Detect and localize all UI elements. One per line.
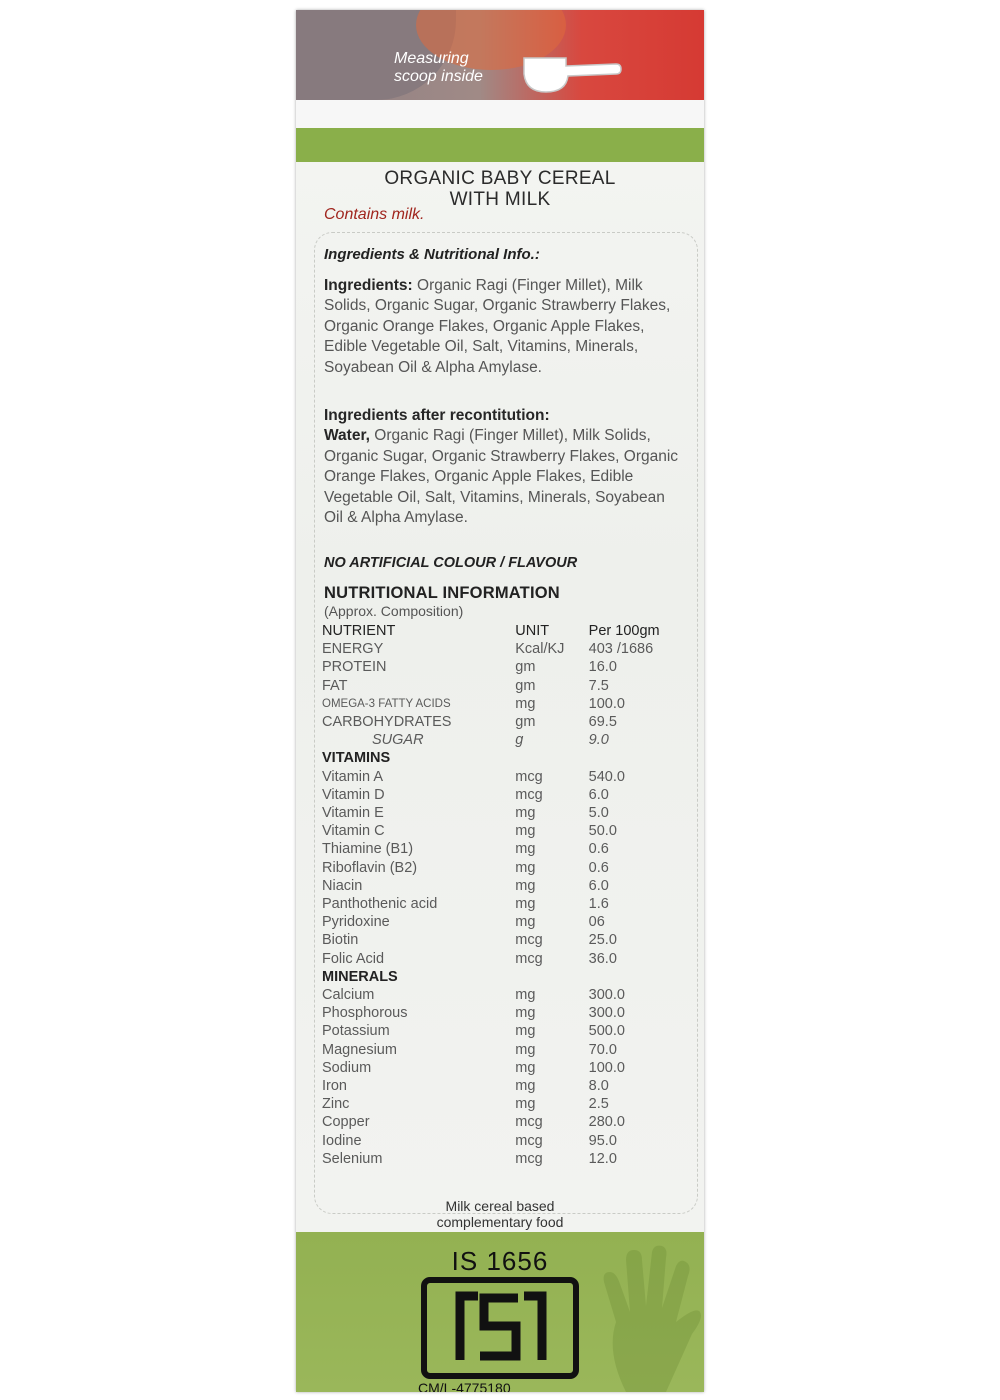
- nutrient-unit: mg: [515, 914, 536, 931]
- nutrition-row: [322, 677, 704, 695]
- nutrient-value: 36.0: [588, 950, 617, 967]
- nutrition-row: [322, 658, 704, 676]
- nutrient-value: 1.6: [588, 896, 609, 913]
- nutrient-value: 403 /1686: [588, 641, 654, 658]
- ingredients-paragraph: [324, 276, 680, 378]
- nutrient-name: Sodium: [322, 1059, 372, 1076]
- nutrient-unit: mcg: [515, 786, 543, 803]
- nutrient-name: Magnesium: [322, 1041, 397, 1058]
- nutrient-value: 300.0: [588, 987, 625, 1004]
- nutrient-name: FAT: [322, 677, 348, 694]
- nutrition-row: [322, 622, 704, 640]
- nutrition-row: [322, 895, 704, 913]
- nutrient-unit: mcg: [515, 768, 543, 785]
- nutrient-unit: mg: [515, 896, 536, 913]
- isi-mark-logo: [420, 1276, 580, 1380]
- nutrient-value: 2.5: [588, 1096, 609, 1113]
- nutrient-value: 100.0: [588, 695, 625, 712]
- nutrition-section-label: MINERALS: [322, 968, 398, 985]
- nutrition-table: [322, 622, 704, 1168]
- nutrient-unit: mg: [515, 1005, 536, 1022]
- ingredients-after-water: Water,: [324, 427, 370, 445]
- nutrition-row: [322, 950, 704, 968]
- nutrition-row: [322, 822, 704, 840]
- nutrition-row: [322, 640, 704, 658]
- nutrition-row: [322, 840, 704, 858]
- ingredients-after-paragraph: [324, 406, 680, 528]
- isi-standard-number: IS 1656: [451, 1246, 549, 1276]
- nutrient-value: 280.0: [588, 1114, 625, 1131]
- nutrient-value: 9.0: [588, 732, 609, 749]
- nutrient-name: Zinc: [322, 1096, 350, 1113]
- nutrient-unit: mcg: [515, 1114, 543, 1131]
- nutrition-subheading: (Approx. Composition): [324, 603, 464, 619]
- nutrient-unit: UNIT: [515, 623, 550, 639]
- nutrient-unit: gm: [515, 659, 536, 676]
- nutrient-unit: mg: [515, 695, 536, 712]
- nutrient-name: Vitamin A: [322, 768, 383, 785]
- nutrition-row: [322, 731, 704, 749]
- product-title-line-2: WITH MILK: [449, 189, 551, 210]
- nutrient-name: CARBOHYDRATES: [322, 714, 452, 731]
- nutrient-unit: mg: [515, 1059, 536, 1076]
- nutrition-row: [322, 1095, 704, 1113]
- nutrient-unit: mg: [515, 1023, 536, 1040]
- nutrient-name: Selenium: [322, 1150, 383, 1167]
- nutrient-value: 0.6: [588, 841, 609, 858]
- nutrient-unit: mg: [515, 859, 536, 876]
- no-artificial-note: NO ARTIFICIAL COLOUR / FLAVOUR: [324, 555, 578, 571]
- nutrient-name: Niacin: [322, 877, 363, 894]
- scoop-note-line-1: Measuring: [394, 50, 469, 67]
- nutrient-name: Vitamin E: [322, 805, 384, 822]
- nutrient-unit: mcg: [515, 950, 543, 967]
- isi-licence-number: CM/L-4775180: [418, 1380, 511, 1392]
- nutrition-row: [322, 1077, 704, 1095]
- nutrient-value: 8.0: [588, 1078, 609, 1095]
- nutrient-unit: mg: [515, 1041, 536, 1058]
- nutrition-row: [322, 913, 704, 931]
- nutrition-row: [322, 1113, 704, 1131]
- nutrition-row: [322, 1041, 704, 1059]
- nutrient-name: Calcium: [322, 987, 375, 1004]
- nutrient-unit: mg: [515, 823, 536, 840]
- ingredients-after-label: Ingredients after recontitution:: [324, 407, 550, 424]
- nutrient-value: 0.6: [588, 859, 609, 876]
- nutrient-value: 6.0: [588, 877, 609, 894]
- nutrient-value: 06: [588, 914, 605, 931]
- nutrient-value: Per 100gm: [588, 623, 660, 639]
- measuring-scoop-icon: [522, 54, 622, 96]
- ingredients-nutrition-heading: Ingredients & Nutritional Info.:: [324, 246, 540, 263]
- nutrition-row: [322, 1059, 704, 1077]
- white-strip: [296, 100, 704, 128]
- nutrient-unit: mcg: [515, 1132, 543, 1149]
- nutrient-unit: gm: [515, 714, 536, 731]
- nutrient-name: Iron: [322, 1078, 347, 1095]
- product-category-note: [296, 1198, 704, 1230]
- nutrient-name: ENERGY: [322, 641, 384, 658]
- measuring-scoop-note: [394, 50, 483, 86]
- scoop-note-line-2: scoop inside: [394, 68, 483, 85]
- nutrition-row: [322, 1004, 704, 1022]
- nutrient-value: 300.0: [588, 1005, 625, 1022]
- product-title: [296, 168, 704, 210]
- nutrient-value: 100.0: [588, 1059, 625, 1076]
- nutrient-value: 500.0: [588, 1023, 625, 1040]
- nutrition-row: [322, 786, 704, 804]
- nutrient-name: OMEGA-3 FATTY ACIDS: [322, 697, 451, 710]
- nutrient-name: PROTEIN: [322, 659, 387, 676]
- nutrient-unit: mg: [515, 987, 536, 1004]
- ingredients-after-text: Organic Ragi (Finger Millet), Milk Solids, Organic Sugar, Organic Strawberry Flakes, Organic Orange Flakes, Organic Apple Flakes, Edible Vegetable Oil, Salt, Vitamins, Minerals, Soyabean Oil & Alpha Amylase.: [324, 427, 679, 527]
- nutrient-name: Phosphorous: [322, 1005, 408, 1022]
- nutrient-name: SUGAR: [372, 732, 424, 749]
- nutrient-name: Iodine: [322, 1132, 362, 1149]
- nutrient-name: Vitamin C: [322, 823, 385, 840]
- nutrition-row: [322, 804, 704, 822]
- nutrition-row: [322, 768, 704, 786]
- category-note-line-2: complementary food: [436, 1214, 564, 1230]
- top-color-band: [296, 10, 704, 100]
- nutrition-heading: NUTRITIONAL INFORMATION: [324, 584, 560, 602]
- nutrient-unit: mg: [515, 1078, 536, 1095]
- nutrient-name: Biotin: [322, 932, 359, 949]
- nutrient-value: 12.0: [588, 1150, 617, 1167]
- nutrient-unit: mg: [515, 877, 536, 894]
- nutrition-row: [322, 1022, 704, 1040]
- cereal-box-side-panel: [296, 10, 704, 1392]
- nutrition-row: [322, 986, 704, 1004]
- nutrition-section-row: [322, 749, 704, 767]
- nutrient-name: Copper: [322, 1114, 370, 1131]
- nutrient-unit: Kcal/KJ: [515, 641, 565, 658]
- nutrient-name: Riboflavin (B2): [322, 859, 418, 876]
- nutrition-section-label: VITAMINS: [322, 750, 391, 767]
- nutrient-unit: mg: [515, 1096, 536, 1113]
- nutrient-value: 50.0: [588, 823, 617, 840]
- nutrient-name: Folic Acid: [322, 950, 385, 967]
- nutrient-name: Potassium: [322, 1023, 390, 1040]
- nutrient-name: Pyridoxine: [322, 914, 390, 931]
- nutrient-name: NUTRIENT: [322, 623, 396, 639]
- nutrient-value: 540.0: [588, 768, 625, 785]
- nutrient-value: 6.0: [588, 786, 609, 803]
- nutrition-section-row: [322, 968, 704, 986]
- nutrient-value: 70.0: [588, 1041, 617, 1058]
- nutrient-unit: mcg: [515, 932, 543, 949]
- category-note-line-1: Milk cereal based: [445, 1198, 555, 1214]
- nutrient-value: 5.0: [588, 805, 609, 822]
- nutrient-unit: mg: [515, 805, 536, 822]
- nutrient-unit: mcg: [515, 1150, 543, 1167]
- nutrition-row: [322, 931, 704, 949]
- nutrient-value: 16.0: [588, 659, 617, 676]
- nutrient-name: Panthothenic acid: [322, 896, 438, 913]
- nutrition-row: [322, 1132, 704, 1150]
- nutrient-name: Vitamin D: [322, 786, 385, 803]
- nutrient-unit: mg: [515, 841, 536, 858]
- nutrition-row: [322, 1150, 704, 1168]
- ingredients-text: Organic Ragi (Finger Millet), Milk Solids, Organic Sugar, Organic Strawberry Flakes, Organic Orange Flakes, Organic Apple Flakes, Edible Vegetable Oil, Salt, Vitamins, Minerals, Soyabean Oil & Alpha Amylase.: [324, 277, 671, 376]
- nutrient-value: 25.0: [588, 932, 617, 949]
- ingredients-label: Ingredients:: [324, 277, 413, 294]
- nutrient-value: 69.5: [588, 714, 617, 731]
- nutrition-row: [322, 713, 704, 731]
- nutrient-unit: g: [515, 732, 524, 749]
- nutrition-row: [322, 859, 704, 877]
- allergen-note: Contains milk.: [324, 206, 425, 223]
- green-strip: [296, 128, 704, 162]
- product-title-line-1: ORGANIC BABY CEREAL: [384, 168, 616, 189]
- nutrient-name: Thiamine (B1): [322, 841, 414, 858]
- nutrition-row: [322, 877, 704, 895]
- nutrient-value: 7.5: [588, 677, 609, 694]
- nutrient-value: 95.0: [588, 1132, 617, 1149]
- nutrition-row: [322, 695, 704, 713]
- nutrient-unit: gm: [515, 677, 536, 694]
